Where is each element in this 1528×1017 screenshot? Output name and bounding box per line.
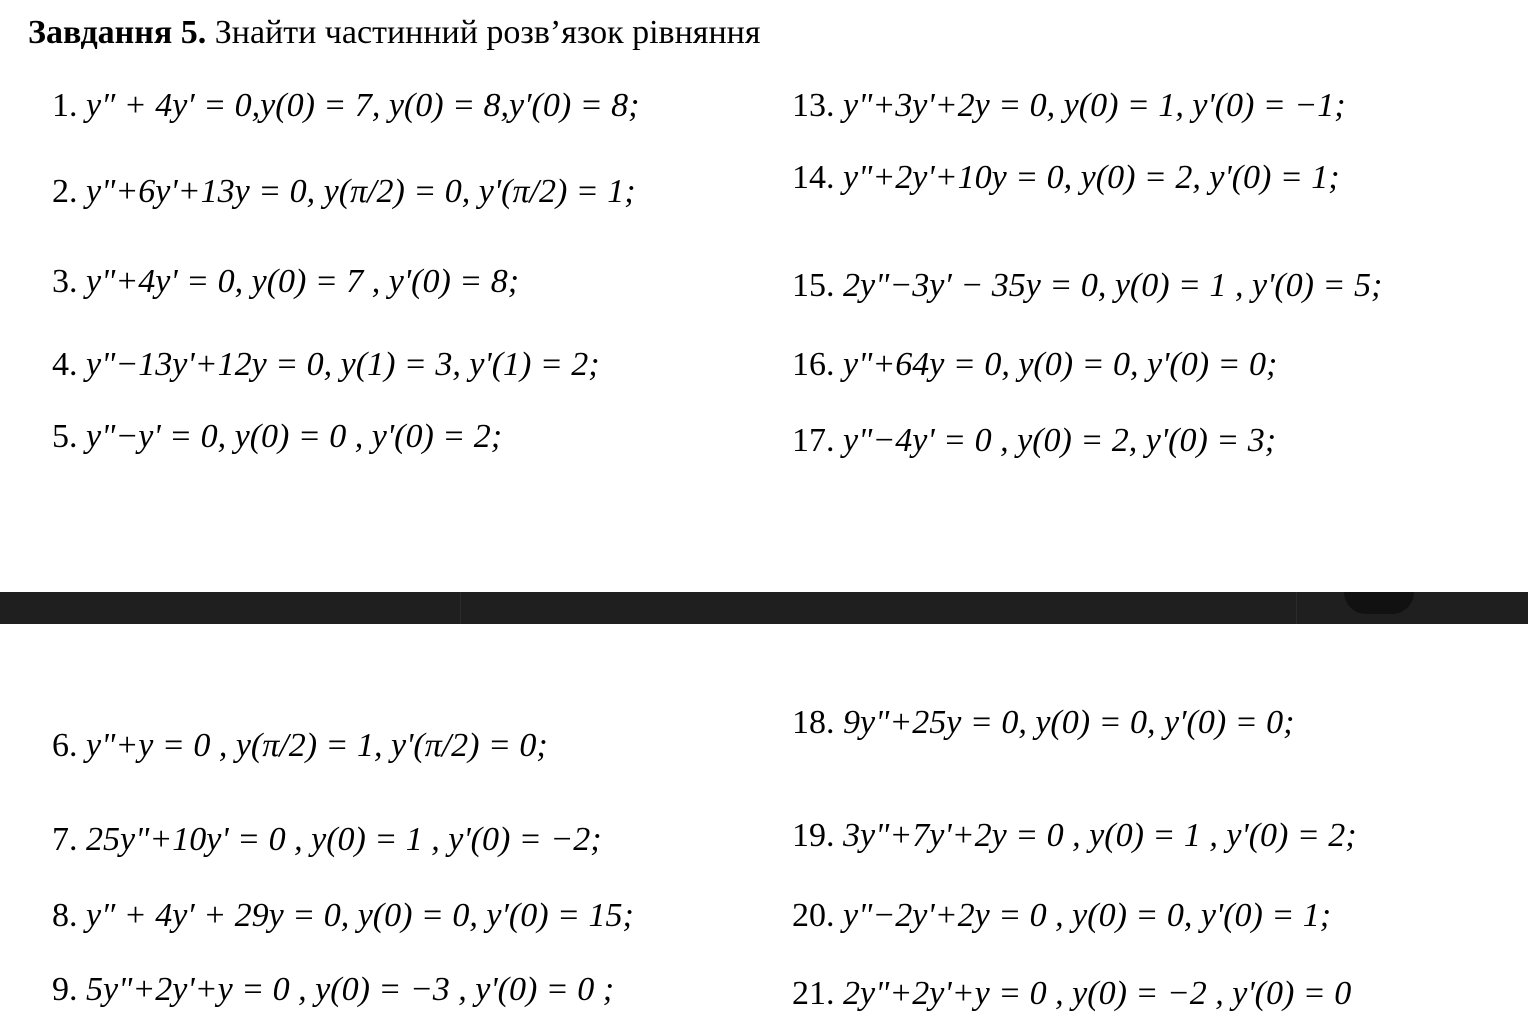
task-15: [792, 266, 1382, 306]
task-equation: y"−2y'+2y = 0 , y(0) = 0, y'(0) = 1;: [843, 897, 1332, 934]
task-number: 9.: [52, 971, 78, 1008]
task-number: 19.: [792, 817, 835, 854]
task-number: 7.: [52, 821, 78, 858]
task-number: 21.: [792, 975, 835, 1012]
task-3: [52, 262, 519, 302]
task-number: 18.: [792, 704, 835, 741]
task-number: 8.: [52, 897, 78, 934]
separator-seam: [460, 592, 461, 624]
task-5: [52, 417, 502, 457]
task-21: [792, 974, 1351, 1014]
task-number: 14.: [792, 159, 835, 196]
task-instruction: Знайти частинний розв’язок рівняння: [214, 14, 761, 51]
task-equation: 5y"+2y'+y = 0 , y(0) = −3 , y'(0) = 0 ;: [86, 971, 615, 1008]
task-number: 5.: [52, 418, 78, 455]
task-equation: 25y"+10y' = 0 , y(0) = 1 , y'(0) = −2;: [86, 821, 602, 858]
task-equation: y"+4y' = 0, y(0) = 7 , y'(0) = 8;: [86, 263, 520, 300]
task-equation: 2y"+2y'+y = 0 , y(0) = −2 , y'(0) = 0: [843, 975, 1352, 1012]
task-heading: [28, 14, 760, 52]
task-equation: y"−y' = 0, y(0) = 0 , y'(0) = 2;: [86, 418, 503, 455]
task-equation: y"+6y'+13y = 0, y(π/2) = 0, y'(π/2) = 1;: [86, 173, 636, 210]
task-17: [792, 421, 1276, 461]
task-equation: y"−4y' = 0 , y(0) = 2, y'(0) = 3;: [843, 422, 1277, 459]
task-equation: y"+2y'+10y = 0, y(0) = 2, y'(0) = 1;: [843, 159, 1340, 196]
task-number: 3.: [52, 263, 78, 300]
task-equation: y"+3y'+2y = 0, y(0) = 1, y'(0) = −1;: [843, 87, 1346, 124]
task-6: [52, 726, 548, 766]
task-14: [792, 158, 1340, 198]
task-number: 2.: [52, 173, 78, 210]
task-20: [792, 896, 1331, 936]
page-separator: [0, 592, 1528, 624]
task-number: 17.: [792, 422, 835, 459]
task-number: 6.: [52, 727, 78, 764]
task-8: [52, 896, 634, 936]
task-number: 13.: [792, 87, 835, 124]
task-equation: y"+y = 0 , y(π/2) = 1, y'(π/2) = 0;: [86, 727, 548, 764]
task-13: [792, 86, 1346, 126]
separator-seam: [1296, 592, 1297, 624]
task-number: 20.: [792, 897, 835, 934]
task-18: [792, 703, 1294, 743]
task-number: 1.: [52, 87, 78, 124]
task-9: [52, 970, 614, 1010]
task-7: [52, 820, 602, 860]
task-16: [792, 345, 1277, 385]
task-equation: y"−13y'+12y = 0, y(1) = 3, y'(1) = 2;: [86, 346, 600, 383]
separator-shadow: [1344, 592, 1414, 614]
task-equation: 2y"−3y′ − 35y = 0, y(0) = 1 , y'(0) = 5;: [843, 267, 1383, 304]
task-number: 4.: [52, 346, 78, 383]
task-equation: 9y"+25y = 0, y(0) = 0, y′(0) = 0;: [843, 704, 1295, 741]
task-2: [52, 172, 636, 212]
task-number: 16.: [792, 346, 835, 383]
task-equation: y″ + 4y′ = 0,y(0) = 7, y(0) = 8,y′(0) = 8;: [86, 87, 640, 124]
task-equation: 3y"+7y'+2y = 0 , y(0) = 1 , y'(0) = 2;: [843, 817, 1357, 854]
task-equation: y"+64y = 0, y(0) = 0, y'(0) = 0;: [843, 346, 1278, 383]
task-4: [52, 345, 600, 385]
task-number: 15.: [792, 267, 835, 304]
task-equation: y″ + 4y′ + 29y = 0, y(0) = 0, y′(0) = 15;: [86, 897, 634, 934]
task-19: [792, 816, 1357, 856]
task-1: [52, 86, 639, 126]
task-label: Завдання 5.: [28, 14, 207, 51]
